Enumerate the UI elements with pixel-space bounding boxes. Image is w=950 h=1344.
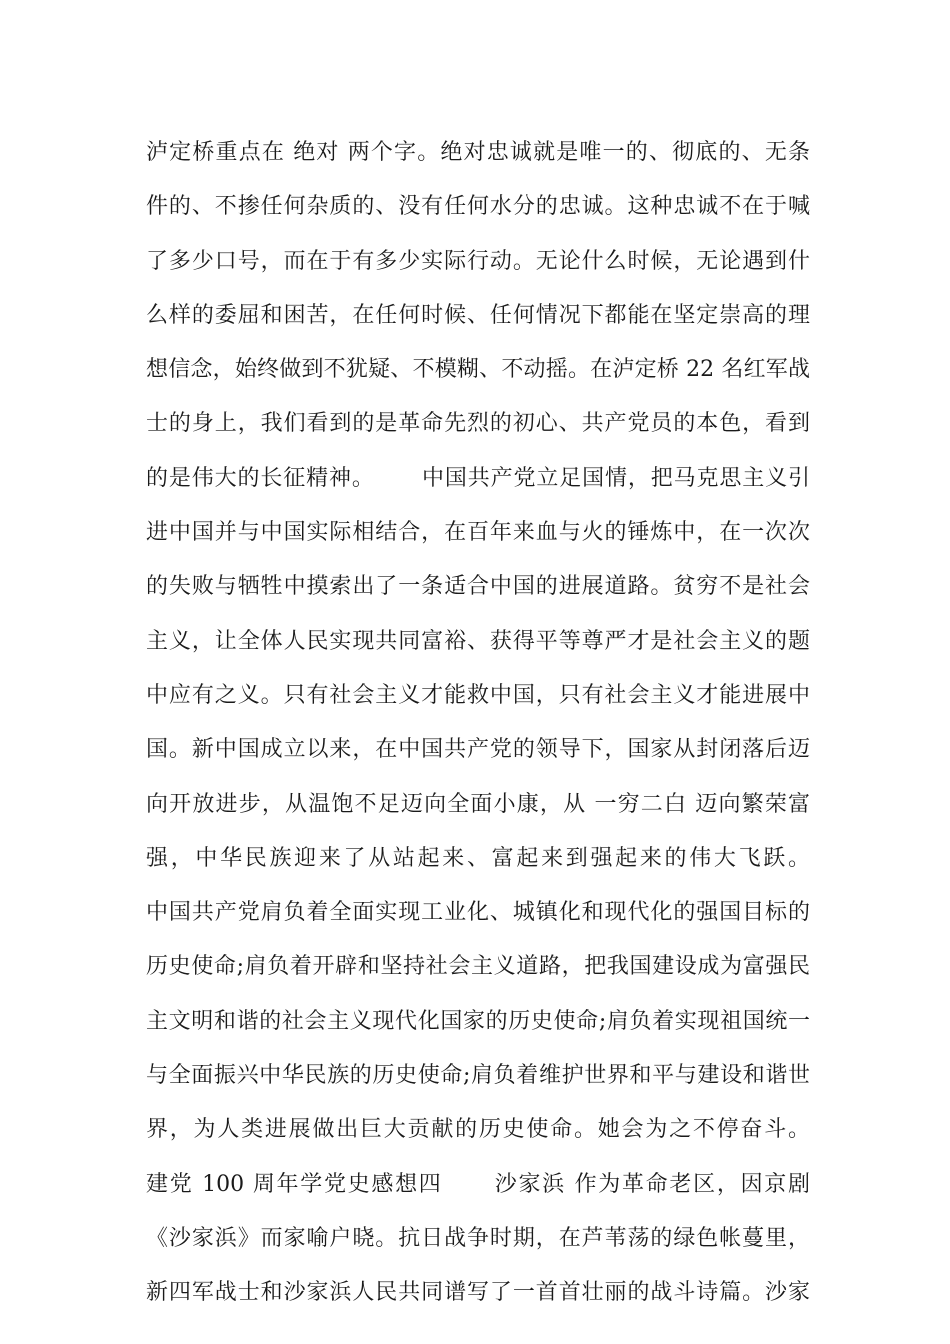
text-line: 界，为人类进展做出巨大贡献的历史使命。她会为之不停奋斗。	[146, 1117, 810, 1143]
text-line: 建党 100 周年学党史感想四 沙家浜 作为革命老区，因京剧	[146, 1171, 810, 1197]
text-line: 强，中华民族迎来了从站起来、富起来到强起来的伟大飞跃。	[146, 845, 810, 871]
text-line: 了多少口号，而在于有多少实际行动。无论什么时候，无论遇到什	[146, 248, 810, 274]
text-line: 件的、不掺任何杂质的、没有任何水分的忠诚。这种忠诚不在于喊	[146, 194, 810, 220]
text-line: 主文明和谐的社会主义现代化国家的历史使命;肩负着实现祖国统一	[146, 1008, 810, 1034]
text-line: 向开放进步，从温饱不足迈向全面小康，从 一穷二白 迈向繁荣富	[146, 791, 810, 817]
text-line: 国。新中国成立以来，在中国共产党的领导下，国家从封闭落后迈	[146, 737, 810, 763]
text-line: 士的身上，我们看到的是革命先烈的初心、共产党员的本色，看到	[146, 411, 810, 437]
text-line: 的失败与牺牲中摸索出了一条适合中国的进展道路。贫穷不是社会	[146, 574, 810, 600]
text-line: 历史使命;肩负着开辟和坚持社会主义道路，把我国建设成为富强民	[146, 954, 810, 980]
text-line: 么样的委屈和困苦，在任何时候、任何情况下都能在坚定崇高的理	[146, 302, 810, 328]
text-line: 中应有之义。只有社会主义才能救中国，只有社会主义才能进展中	[146, 682, 810, 708]
text-line: 主义，让全体人民实现共同富裕、获得平等尊严才是社会主义的题	[146, 628, 810, 654]
text-line: 进中国并与中国实际相结合，在百年来血与火的锤炼中，在一次次	[146, 520, 810, 546]
text-line: 的是伟大的长征精神。 中国共产党立足国情，把马克思主义引	[146, 465, 810, 491]
text-line: 想信念，始终做到不犹疑、不模糊、不动摇。在泸定桥 22 名红军战	[146, 357, 810, 383]
body-text	[146, 126, 810, 1321]
text-line: 与全面振兴中华民族的历史使命;肩负着维护世界和平与建设和谐世	[146, 1063, 810, 1089]
text-line: 《沙家浜》而家喻户晓。抗日战争时期，在芦苇荡的绿色帐蔓里，	[146, 1225, 810, 1251]
text-line: 新四军战士和沙家浜人民共同谱写了一首首壮丽的战斗诗篇。沙家	[146, 1280, 810, 1306]
text-line: 泸定桥重点在 绝对 两个字。绝对忠诚就是唯一的、彻底的、无条	[146, 140, 810, 165]
text-line: 中国共产党肩负着全面实现工业化、城镇化和现代化的强国目标的	[146, 900, 810, 926]
